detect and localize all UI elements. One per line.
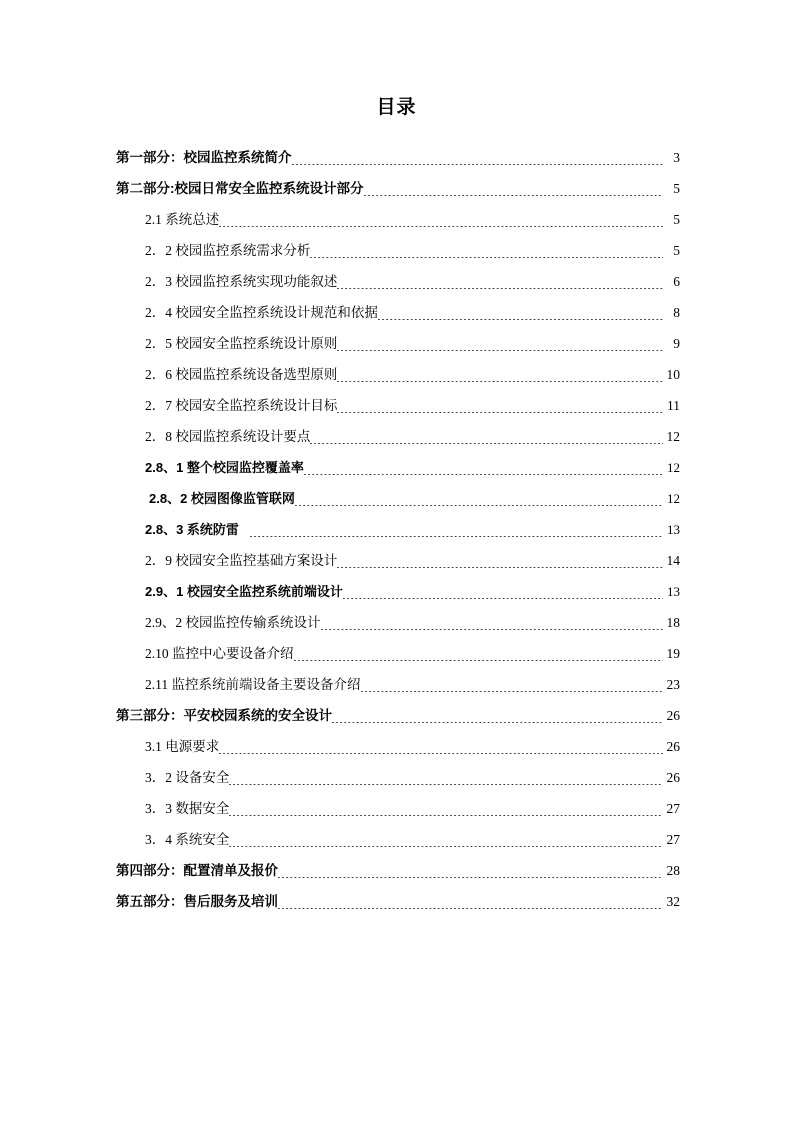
- toc-entry[interactable]: [113, 664, 680, 695]
- toc-entry-label: 2．2 校园监控系统需求分析: [145, 243, 311, 258]
- toc-entry-label: 2.8、3 系统防雷: [145, 522, 239, 537]
- toc-dot-leader: [219, 213, 663, 230]
- toc-entry-label: 2．9 校园安全监控基础方案设计: [145, 553, 338, 568]
- toc-dot-leader: [304, 461, 663, 478]
- toc-entry-label: 第五部分：售后服务及培训: [116, 894, 278, 909]
- toc-entry-label: 2.8、1 整个校园监控覆盖率: [145, 460, 304, 475]
- toc-entry[interactable]: [113, 695, 680, 726]
- toc-entry-page-number: 18: [666, 615, 680, 630]
- toc-dot-leader: [337, 368, 663, 385]
- toc-entry-page-number: 9: [673, 336, 680, 351]
- toc-entry-page-number: 27: [666, 832, 680, 847]
- toc-entry[interactable]: [113, 230, 680, 261]
- toc-entry-page-number: 23: [666, 677, 680, 692]
- toc-dot-leader: [310, 430, 663, 447]
- toc-dot-leader: [321, 616, 664, 633]
- toc-entry[interactable]: [113, 168, 680, 199]
- toc-dot-leader: [337, 275, 663, 292]
- toc-entry[interactable]: [113, 509, 680, 540]
- toc-entry[interactable]: [113, 199, 680, 230]
- toc-content: [113, 96, 680, 912]
- toc-entry-label: 2．7 校园安全监控系统设计目标: [145, 398, 338, 413]
- toc-entry-label: 2．6 校园监控系统设备选型原则: [145, 367, 338, 382]
- toc-entry-page-number: 12: [666, 429, 680, 444]
- toc-dot-leader: [292, 151, 664, 168]
- toc-dot-leader: [343, 585, 663, 602]
- toc-dot-leader: [278, 895, 663, 912]
- toc-entry-label: 第四部分：配置清单及报价: [116, 863, 278, 878]
- toc-entry[interactable]: [113, 323, 680, 354]
- toc-dot-leader: [364, 182, 664, 199]
- toc-dot-leader: [229, 802, 663, 819]
- toc-entry-label: 2．3 校园监控系统实现功能叙述: [145, 274, 338, 289]
- toc-entry-label: 2.9、1 校园安全监控系统前端设计: [145, 584, 343, 599]
- toc-entry[interactable]: [113, 354, 680, 385]
- toc-dot-leader: [332, 709, 663, 726]
- toc-dot-leader: [250, 523, 663, 540]
- toc-entry[interactable]: [113, 137, 680, 168]
- toc-dot-leader: [337, 554, 663, 571]
- toc-dot-leader: [229, 833, 663, 850]
- toc-entry-label: 3．2 设备安全: [145, 770, 230, 785]
- toc-entry[interactable]: [113, 602, 680, 633]
- toc-entry-page-number: 26: [666, 770, 680, 785]
- toc-entry-page-number: 28: [666, 863, 680, 878]
- toc-entry-label: 2．5 校园安全监控系统设计原则: [145, 336, 338, 351]
- toc-entry-page-number: 13: [667, 522, 680, 537]
- toc-entry[interactable]: [113, 478, 680, 509]
- toc-entry-page-number: 10: [666, 367, 680, 382]
- toc-entry[interactable]: [113, 261, 680, 292]
- toc-entry-label: 2.11 监控系统前端设备主要设备介绍: [145, 677, 361, 692]
- toc-dot-leader: [295, 492, 663, 509]
- toc-entry-page-number: 5: [673, 212, 680, 227]
- toc-entry[interactable]: [113, 292, 680, 323]
- table-of-contents: [113, 137, 680, 912]
- toc-entry[interactable]: [113, 757, 680, 788]
- toc-entry[interactable]: [113, 416, 680, 447]
- toc-entry-page-number: 11: [667, 398, 680, 413]
- toc-entry-label: 第一部分：校园监控系统简介: [116, 150, 292, 165]
- toc-entry-page-number: 5: [673, 243, 680, 258]
- toc-entry-label: 2.9、2 校园监控传输系统设计: [145, 615, 321, 630]
- toc-entry-label: 3．4 系统安全: [145, 832, 230, 847]
- toc-dot-leader: [337, 399, 663, 416]
- toc-entry[interactable]: [113, 881, 680, 912]
- toc-entry[interactable]: [113, 540, 680, 571]
- toc-entry-page-number: 6: [673, 274, 680, 289]
- toc-entry[interactable]: [113, 571, 680, 602]
- toc-dot-leader: [310, 244, 663, 261]
- toc-entry-page-number: 13: [667, 584, 680, 599]
- toc-entry[interactable]: [113, 385, 680, 416]
- toc-entry-label: 2.10 监控中心要设备介绍: [145, 646, 294, 661]
- toc-entry-page-number: 8: [673, 305, 680, 320]
- toc-entry-label: 2.8、2 校园图像监管联网: [149, 491, 295, 506]
- toc-entry-label: 2.1 系统总述: [145, 212, 220, 227]
- toc-entry-page-number: 3: [673, 150, 680, 165]
- toc-entry[interactable]: [113, 447, 680, 478]
- toc-entry-label: 3．3 数据安全: [145, 801, 230, 816]
- toc-entry[interactable]: [113, 726, 680, 757]
- toc-dot-leader: [378, 306, 663, 323]
- page-title: 目录: [376, 97, 417, 118]
- toc-entry-page-number: 5: [673, 181, 680, 196]
- toc-entry-label: 2．8 校园监控系统设计要点: [145, 429, 311, 444]
- toc-entry[interactable]: [113, 850, 680, 881]
- toc-entry-label: 3.1 电源要求: [145, 739, 220, 754]
- toc-entry-page-number: 14: [666, 553, 680, 568]
- toc-entry-page-number: 12: [667, 491, 680, 506]
- toc-dot-leader: [361, 678, 664, 695]
- toc-entry-page-number: 32: [666, 894, 680, 909]
- toc-entry-page-number: 26: [666, 739, 680, 754]
- toc-entry-page-number: 12: [667, 460, 680, 475]
- toc-entry-page-number: 26: [666, 708, 680, 723]
- toc-dot-leader: [219, 740, 663, 757]
- toc-entry[interactable]: [113, 633, 680, 664]
- toc-dot-leader: [294, 647, 664, 664]
- toc-entry-label: 第三部分：平安校园系统的安全设计: [116, 708, 332, 723]
- toc-dot-leader: [337, 337, 663, 354]
- toc-entry[interactable]: [113, 788, 680, 819]
- toc-entry-label: 第二部分:校园日常安全监控系统设计部分: [116, 181, 364, 196]
- toc-entry-page-number: 19: [666, 646, 680, 661]
- toc-dot-leader: [229, 771, 663, 788]
- toc-entry-page-number: 27: [666, 801, 680, 816]
- toc-dot-leader: [278, 864, 663, 881]
- toc-entry[interactable]: [113, 819, 680, 850]
- toc-entry-label: 2．4 校园安全监控系统设计规范和依据: [145, 305, 378, 320]
